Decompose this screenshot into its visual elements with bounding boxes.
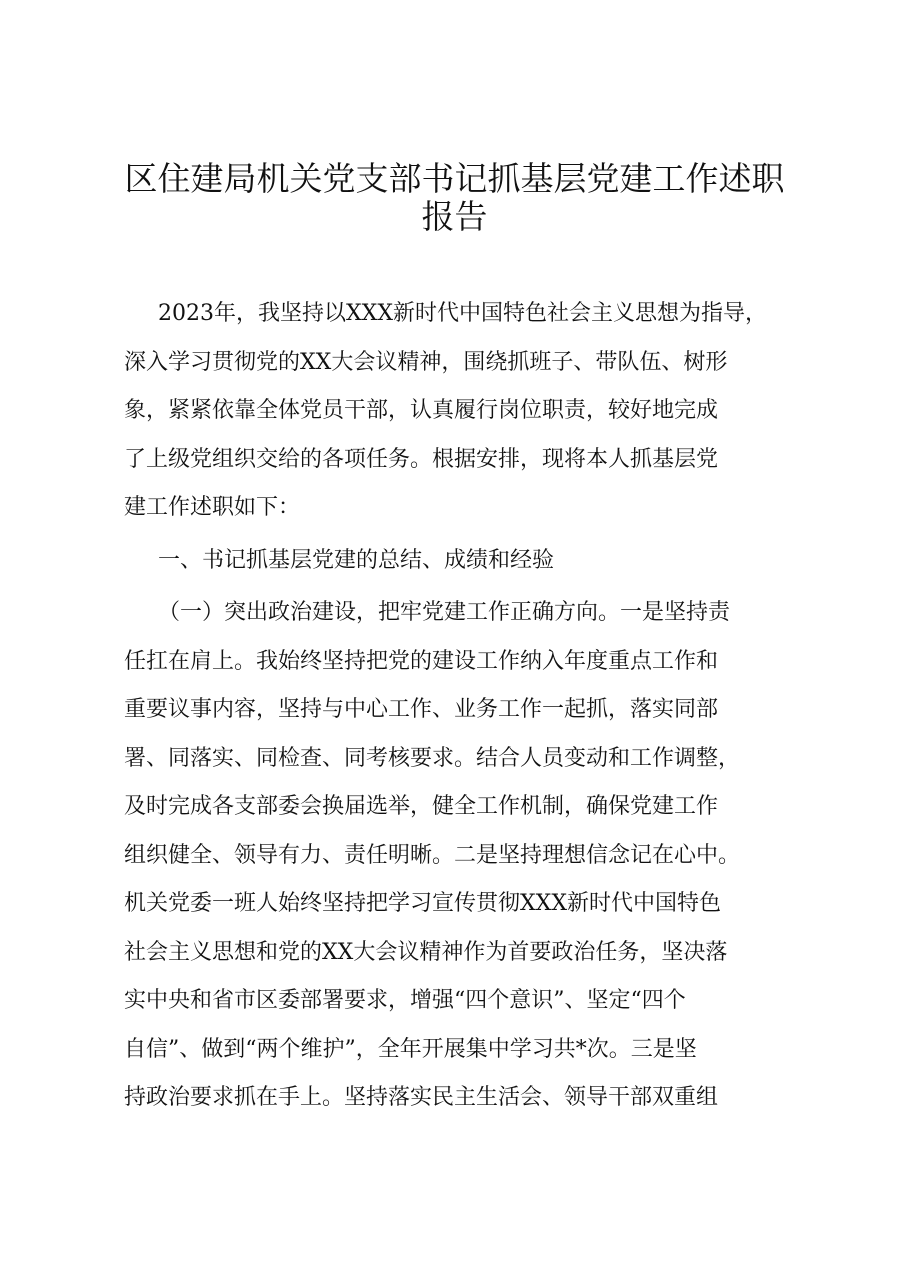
section-heading: 一、书记抓基层党建的总结、成绩和经验 [158,547,555,573]
intro-line: 深入学习贯彻党的XX大会议精神，围绕抓班子、带队伍、树形 [124,349,728,375]
subsection-line: 自信”、做到“两个维护”，全年开展集中学习共*次。三是坚 [124,1036,697,1062]
subsection-line: 任扛在肩上。我始终坚持把党的建设工作纳入年度重点工作和 [124,648,719,674]
intro-paragraph [124,290,804,533]
title-line-2: 报告 [421,197,488,236]
subsection-line: 重要议事内容，坚持与中心工作、业务工作一起抓，落实同部 [124,697,719,722]
document-title [100,160,809,236]
subsection-line: 机关党委一班人始终坚持把学习宣传贯彻XXX新时代中国特色 [124,891,721,916]
subsection-line: 持政治要求抓在手上。坚持落实民主生活会、领导干部双重组 [124,1085,719,1110]
intro-line: 了上级党组织交给的各项任务。根据安排，现将本人抓基层党 [124,446,719,472]
subsection-line: （一）突出政治建设，把牢党建工作正确方向。一是坚持责 [158,600,731,625]
title-line-1: 区住建局机关党支部书记抓基层党建工作述职 [124,159,785,198]
subsection-line: 署、同落实、同检查、同考核要求。结合人员变动和工作调整， [124,745,741,771]
document-body [124,290,804,1123]
intro-line: 象，紧紧依靠全体党员干部，认真履行岗位职责，较好地完成 [124,398,719,423]
intro-line: 2023年，我坚持以XXX新时代中国特色社会主义思想为指导， [158,301,767,326]
subsection-paragraph [124,589,804,1123]
intro-line: 建工作述职如下： [124,495,301,520]
subsection-line: 组织健全、领导有力、责任明晰。二是坚持理想信念记在心中。 [124,842,741,868]
subsection-line: 及时完成各支部委会换届选举，健全工作机制，确保党建工作 [124,794,719,819]
subsection-line: 实中央和省市区委部署要求，增强“四个意识”、坚定“四个 [124,988,686,1013]
subsection-line: 社会主义思想和党的XX大会议精神作为首要政治任务，坚决落 [124,939,728,965]
